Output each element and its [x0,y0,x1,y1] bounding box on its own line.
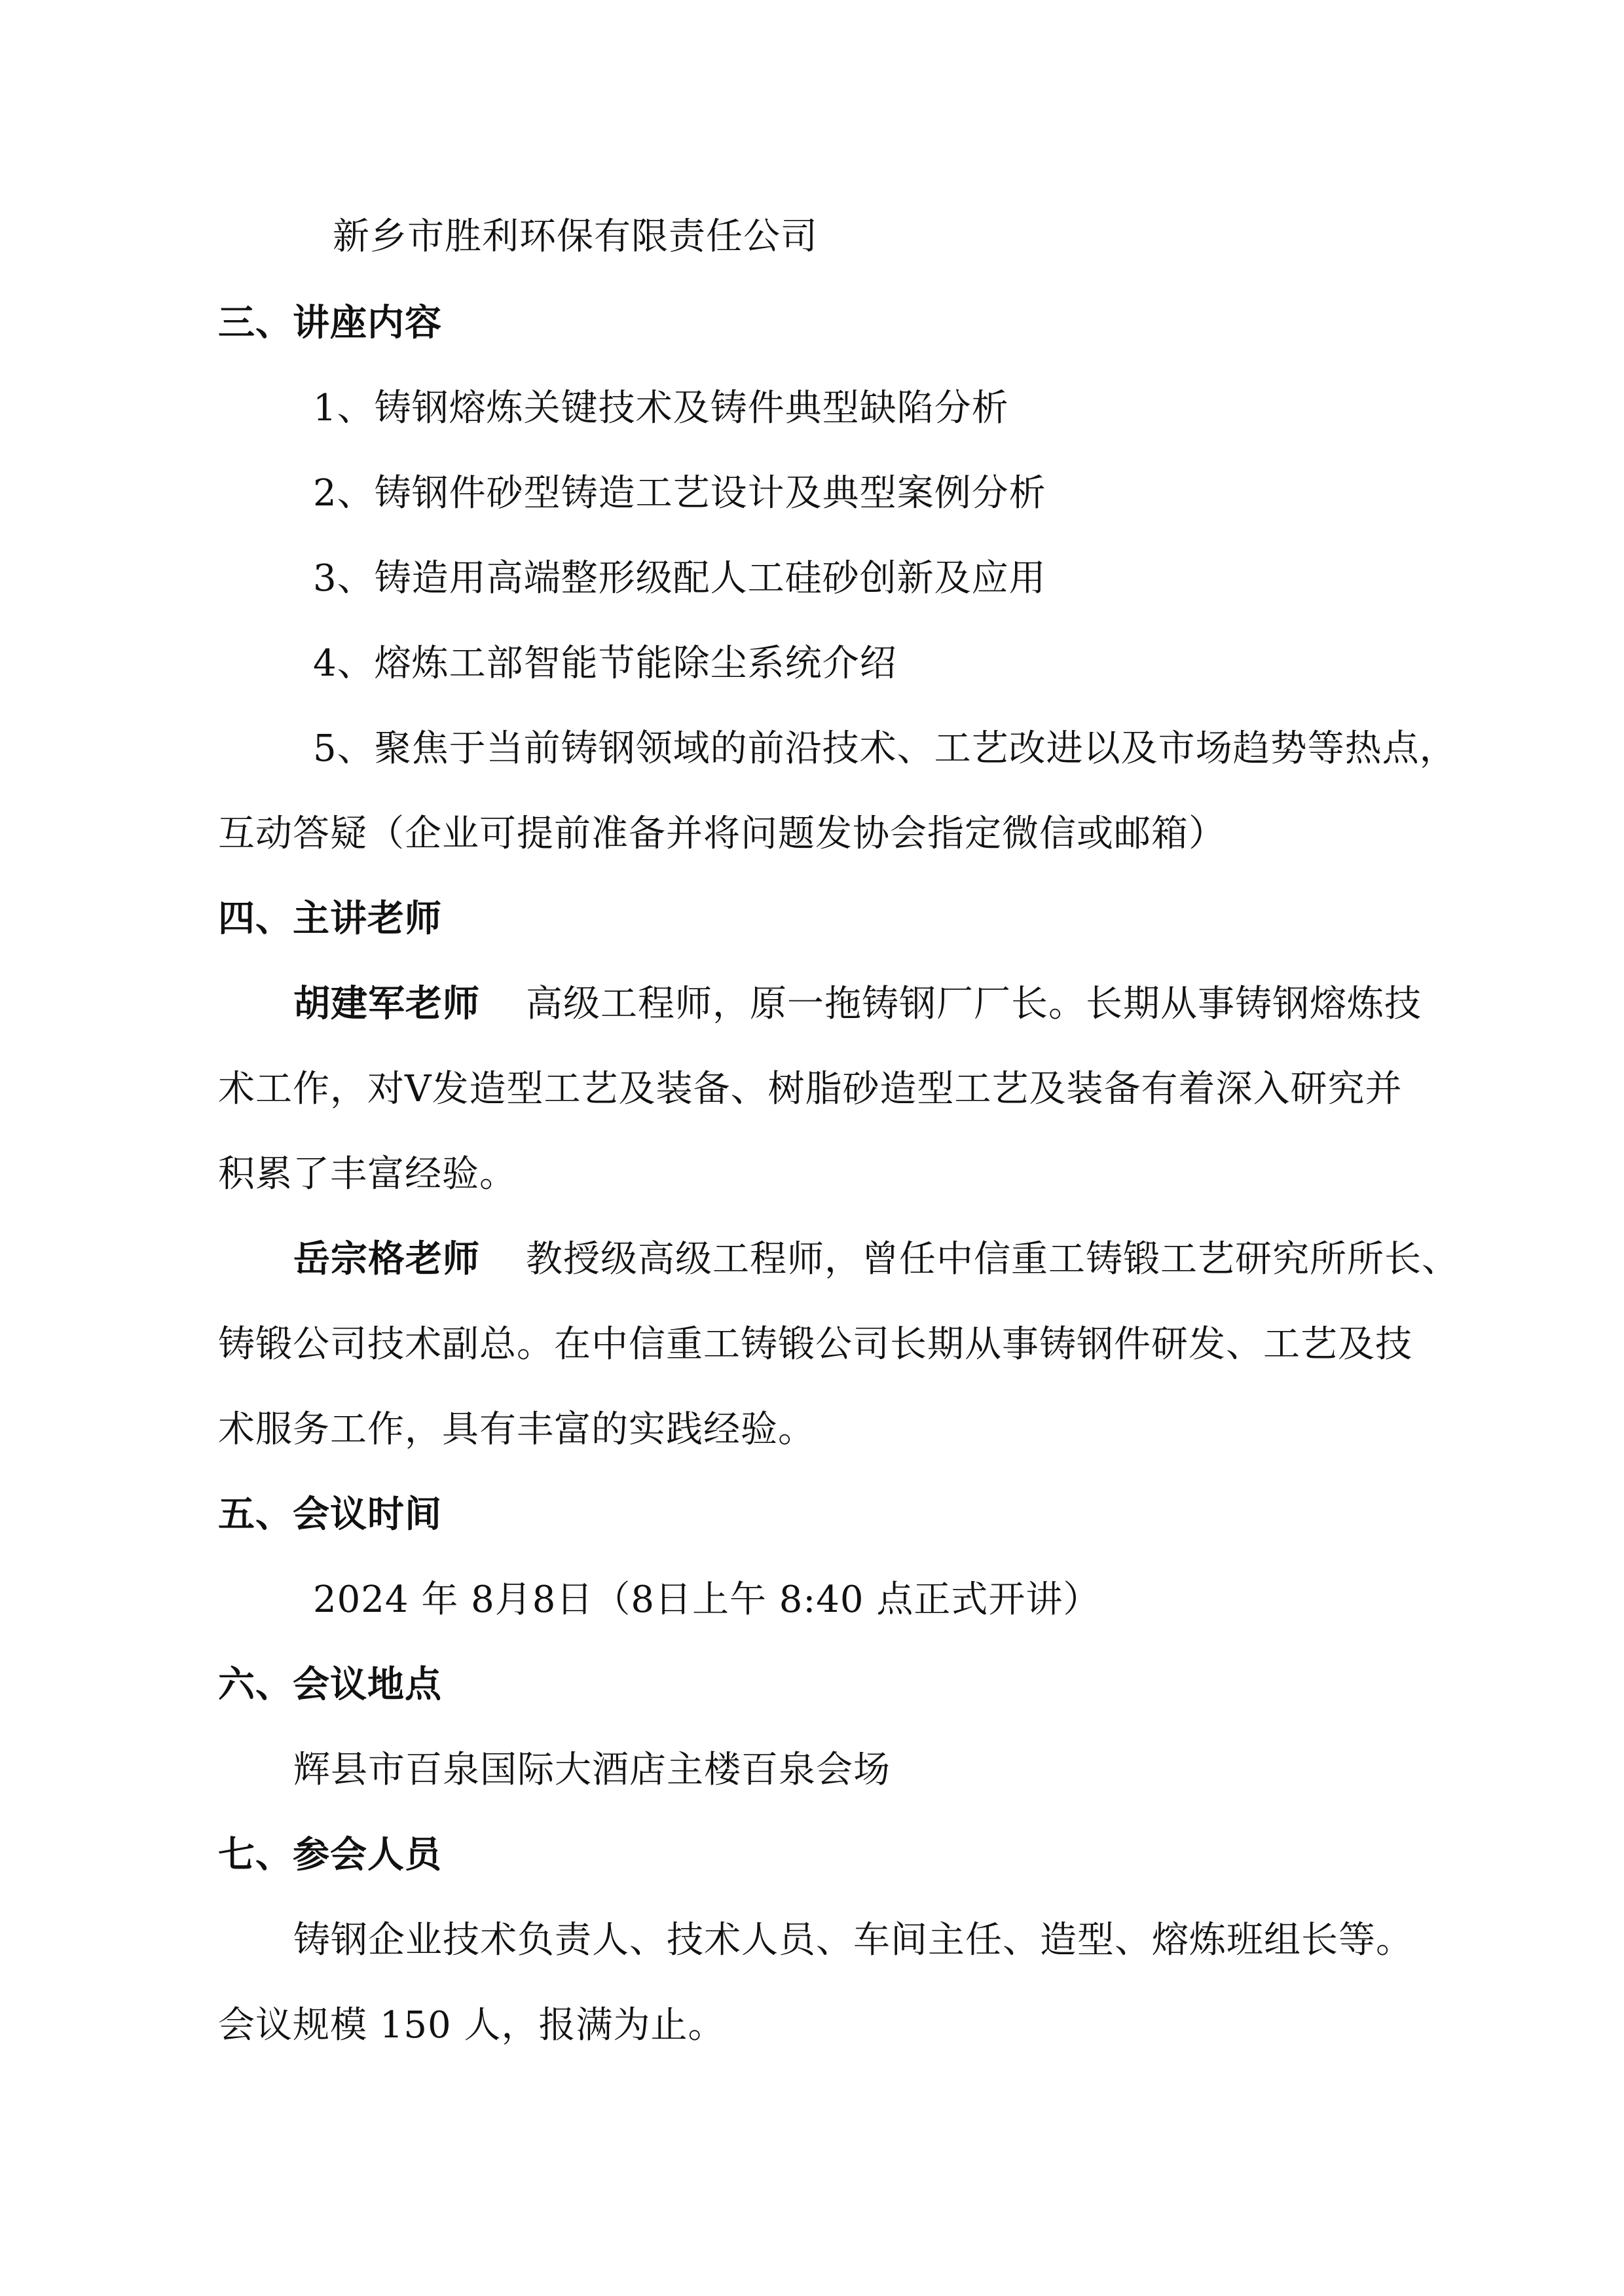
attendees-line-2: 会议规模 150 人，报满为止。 [218,2004,726,2047]
teacher-1-paragraph-line-2: 术工作，对V发造型工艺及装备、树脂砂造型工艺及装备有着深入研究并 [218,1068,1403,1110]
attendees-line-1: 铸钢企业技术负责人、技术人员、车间主任、造型、熔炼班组长等。 [293,1919,1413,1961]
teacher-1-intro: 高级工程师，原一拖铸钢厂厂长。长期从事铸钢熔炼技 [526,983,1422,1025]
teacher-2-name: 岳宗格老师 [293,1238,480,1281]
section-meeting-time-heading: 五、会议时间 [218,1493,442,1536]
teacher-2-paragraph-line-2: 铸锻公司技术副总。在中信重工铸锻公司长期从事铸钢件研发、工艺及技 [218,1323,1412,1366]
teacher-2-paragraph-line-1 [293,1236,1459,1283]
teacher-1-paragraph-line-1 [293,981,1422,1028]
section-lecture-content-heading: 三、讲座内容 [218,302,442,344]
meeting-venue-text: 辉县市百泉国际大酒店主楼百泉会场 [293,1749,891,1791]
meeting-time-text: 2024 年 8月8日（8日上午 8:40 点正式开讲） [313,1578,1101,1621]
lecture-item-3: 3、铸造用高端整形级配人工硅砂创新及应用 [313,557,1046,600]
section-meeting-venue-heading: 六、会议地点 [218,1664,442,1706]
teacher-2-intro: 教授级高级工程师，曾任中信重工铸锻工艺研究所所长、 [526,1238,1459,1281]
lecture-item-5: 5、聚焦于当前铸钢领域的前沿技术、工艺改进以及市场趋势等热点， [313,727,1457,770]
section-attendees-heading: 七、参会人员 [218,1834,442,1876]
lecture-item-1: 1、铸钢熔炼关键技术及铸件典型缺陷分析 [313,387,1009,429]
lecture-item-5-continuation: 互动答疑（企业可提前准备并将问题发协会指定微信或邮箱） [218,812,1226,855]
company-name: 新乡市胜利环保有限责任公司 [333,215,818,258]
section-lecturers-heading: 四、主讲老师 [218,898,442,940]
lecture-item-2: 2、铸钢件砂型铸造工艺设计及典型案例分析 [313,472,1046,515]
teacher-1-name: 胡建军老师 [293,983,480,1025]
teacher-1-paragraph-line-3: 积累了丰富经验。 [218,1153,517,1195]
teacher-2-paragraph-line-3: 术服务工作，具有丰富的实践经验。 [218,1408,815,1451]
lecture-item-4: 4、熔炼工部智能节能除尘系统介绍 [313,642,897,685]
